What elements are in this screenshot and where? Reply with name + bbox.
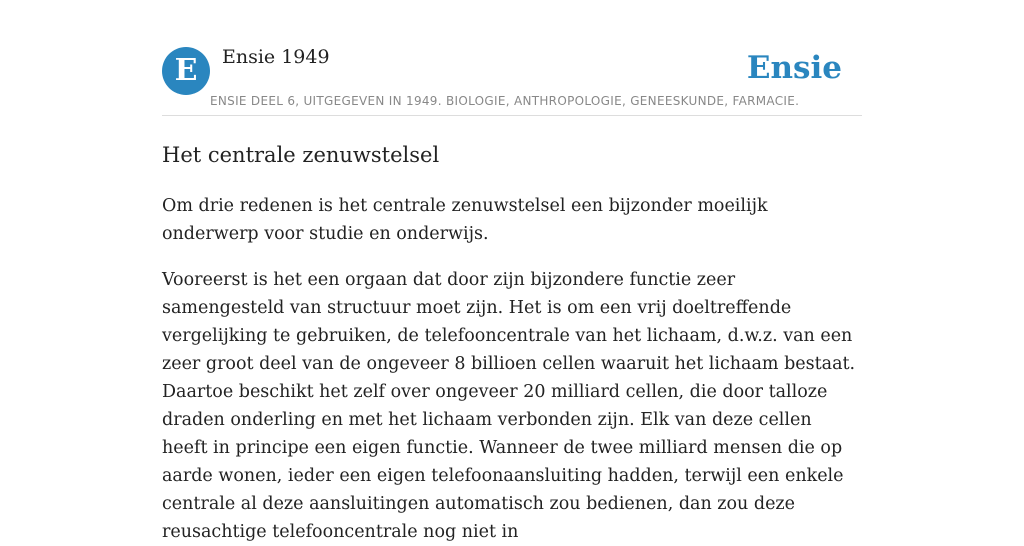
article-title: Het centrale zenuwstelsel (162, 143, 440, 167)
ensie-logo-badge[interactable]: E (162, 47, 210, 95)
header (162, 0, 862, 116)
page (162, 0, 862, 542)
brand-logo-link[interactable]: Ensie (746, 50, 842, 86)
book-title-link[interactable]: Ensie 1949 (222, 46, 330, 68)
article-paragraph: Om drie redenen is het centrale zenuwstelsel een bijzonder moeilijk onderwerp voor studie en onderwijs. (162, 196, 768, 244)
article-paragraph: Vooreerst is het een orgaan dat door zijn bijzondere functie zeer samengesteld van structuur moet zijn. Het is om een vrij doeltreffende vergelijking te gebruiken, de telefooncentrale van het lichaam, d.w.z. van een zeer groot deel van de ongeveer 8 billioen cellen waaruit het lichaam bestaat. Daartoe beschikt het zelf over ongeveer 20 milliard cellen, die door talloze draden onderling en met het lichaam verbonden zijn. Elk van deze cellen heeft in principe een eigen functie. Wanneer de twee milliard mensen die op aarde wonen, ieder een eigen telefoonaansluiting hadden, terwijl een enkele centrale al deze aansluitingen automatisch zou bedienen, dan zou deze reusachtige telefooncentrale nog niet in (162, 270, 856, 542)
book-subtitle: ENSIE DEEL 6, UITGEGEVEN IN 1949. BIOLOGIE, ANTHROPOLOGIE, GENEESKUNDE, FARMACIE. (210, 94, 800, 108)
